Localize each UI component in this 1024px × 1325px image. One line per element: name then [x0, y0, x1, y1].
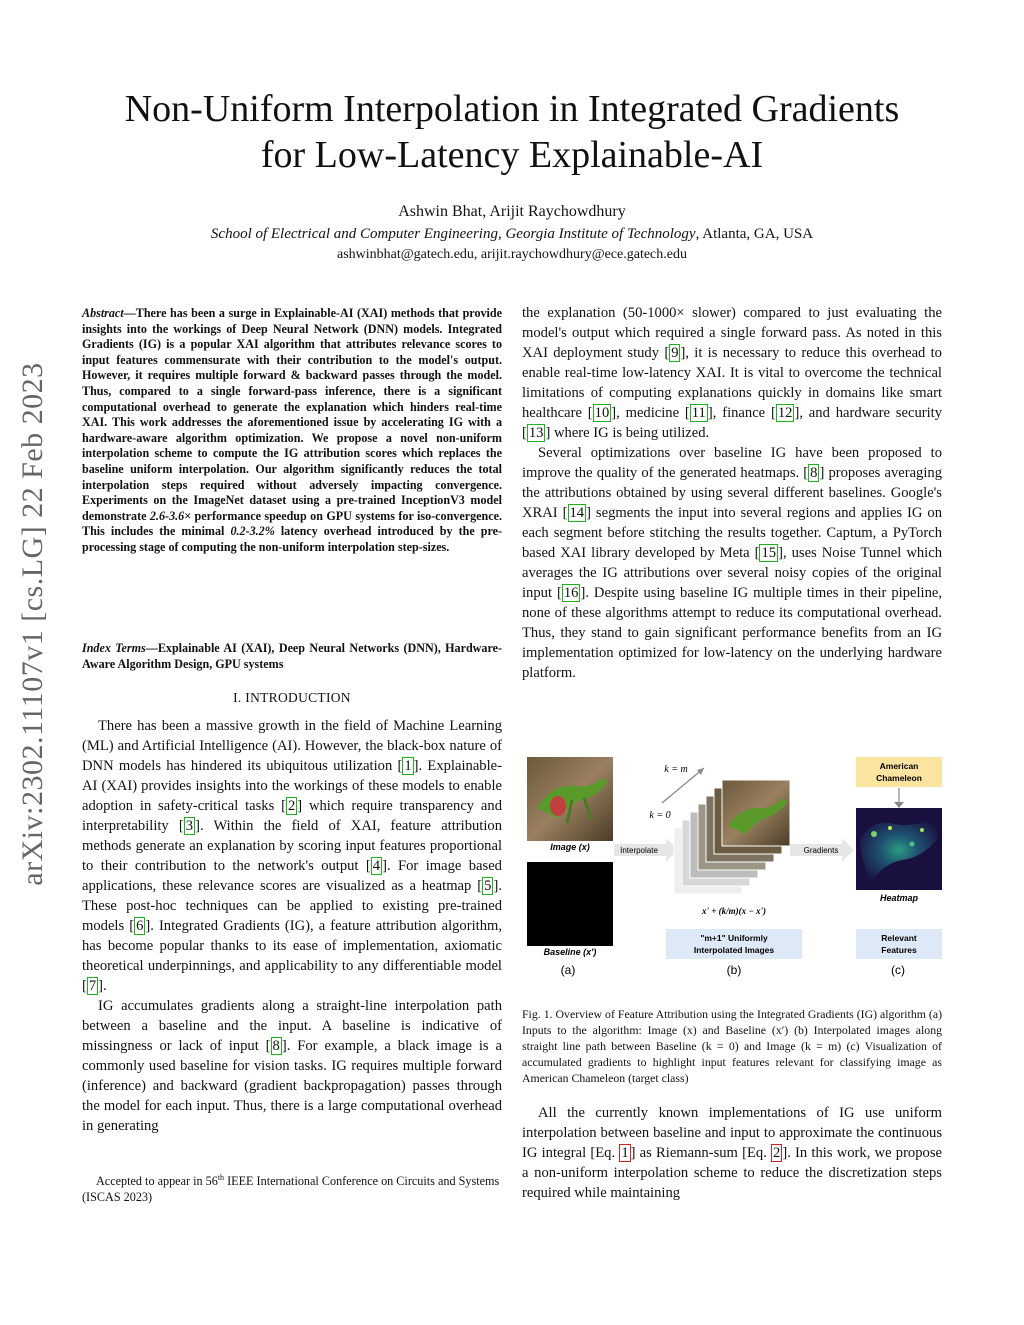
right-paragraph-1: the explanation (50-1000× slower) compared to just evaluating the model's output which required a single forward pass. As noted in this XAI deployment study [ 9 ], it is necessary to reduce this overhead to enable real-time low-latency XAI. It is vital to overcome the technical limitations of computing explanations quickly in domains like smart healthcare [ 10 ], medicine [ 11 ], finance [ 12 ], and hardware security [ 13 ] where IG is being utilized.: [522, 305, 943, 441]
affiliation-place: , Atlanta, GA, USA: [695, 226, 814, 242]
subfigure-a-label: (a): [560, 963, 576, 977]
citation-link[interactable]: 8: [810, 465, 818, 481]
citation-link[interactable]: 14: [569, 505, 585, 521]
affiliation-institute: Georgia Institute of Technology: [505, 226, 696, 242]
section-heading: I. INTRODUCTION: [233, 690, 351, 705]
image-label: Image (x): [550, 842, 590, 852]
citation-link[interactable]: 6: [136, 918, 144, 934]
abstract-label: Abstract: [82, 306, 124, 320]
interpolated-box-line-2: Interpolated Images: [693, 945, 775, 955]
right-paragraph-2: Several optimizations over baseline IG have been proposed to improve the quality of the generated heatmaps. [ 8 ] proposes averaging the attributions obtained by using several different baselines. Google's XRAI [ 14 ] segments the input into several regions and applies IG on each segment before stitching the results together. Captum, a PyTorch based XAI library developed by Meta [ 15 ], uses Noise Tunnel which averages the IG attributions over several noisy copies of the original input [ 16 ]. Despite using baseline IG multiple times in their pipeline, none of these algorithms attempt to reduce its computational overhead. Thus, they stand to gain significant performance benefits from an IG implementation optimized for low-latency on the underlying hardware platform.: [522, 445, 942, 681]
footnote: Accepted to appear in 56th IEEE International Conference on Circuits and Systems (ISCAS 2023): [82, 1173, 500, 1205]
baseline-image: [527, 862, 613, 946]
figure-caption: Fig. 1. Overview of Feature Attribution using the Integrated Gradients (IG) algorithm (a) Inputs to the algorithm: Image (x) and Baseline (x′) (b) Interpolated images along straight line path between Baseline (k = 0) and Image (k = m) (c) Visualization of accumulated gradients to highlight input features relevant for classifying image as American Chameleon (target class): [522, 1007, 942, 1085]
citation-link[interactable]: 8: [272, 1038, 280, 1054]
heatmap-image: [856, 808, 942, 890]
equation-link[interactable]: 1: [621, 1145, 629, 1161]
equation-link[interactable]: 2: [773, 1145, 781, 1161]
citation-link[interactable]: 11: [691, 405, 706, 421]
k-equals-m-label: k = m: [664, 764, 688, 775]
class-arrow: [894, 802, 904, 808]
arxiv-identifier: arXiv:2302.11107v1 [cs.LG] 22 Feb 2023: [16, 362, 49, 886]
interpolated-image-stack: [674, 780, 790, 894]
subfigure-c-label: (c): [891, 963, 905, 977]
affiliation: School of Electrical and Computer Engineering, Georgia Institute of Technology, Atlanta, GA, USA: [210, 226, 814, 242]
class-label-line-2: Chameleon: [876, 773, 922, 783]
citation-link[interactable]: 4: [372, 858, 381, 874]
citation-link[interactable]: 3: [185, 818, 194, 834]
subfigure-b-label: (b): [726, 963, 742, 977]
class-label-line-1: American: [879, 761, 919, 771]
citation-link[interactable]: 2: [287, 798, 296, 814]
title-line-2: for Low-Latency Explainable-AI: [260, 134, 764, 176]
relevant-features-line-1: Relevant: [881, 933, 917, 943]
k-equals-zero-label: k = 0: [649, 810, 671, 821]
abstract: Abstract—There has been a surge in Explainable-AI (XAI) methods that provide insights into the workings of Deep Neural Network (DNN) models. Integrated Gradients (IG) is a popular XAI algorithm that attributes relevance scores to input features commensurate with their contribution to the model's output. However, it requires multiple forward & backward passes through the model. Thus, compared to a single forward-pass inference, there is a significant computational overhead to generate the explanation which hinders real-time XAI. This work addresses the aforementioned issue by accelerating IG with a hardware-aware algorithm optimization. We propose a novel non-uniform interpolation scheme to compute the IG attribution scores which replaces the baseline uniform interpolation. Our algorithm significantly reduces the total interpolation steps required without adversely impacting convergence. Experiments on the ImageNet dataset using a pre-trained InceptionV3 model demonstrate 2.6-3.6× performance speedup on GPU systems for iso-convergence. This includes the minimal 0.2-3.2% latency overhead introduced by the pre-processing stage of computing the non-uniform interpolation step-sizes.: [82, 306, 503, 554]
figure-ig-overview: [522, 748, 942, 988]
baseline-label: Baseline (x'): [543, 947, 597, 957]
affiliation-school: School of Electrical and Computer Engineering: [210, 226, 498, 242]
input-image: [527, 757, 613, 841]
index-terms-label: Index Terms: [82, 641, 146, 655]
intro-paragraph-2: IG accumulates gradients along a straight-line interpolation path between a baseline and the input. A baseline is indicative of missingness or lack of input [ 8 ]. For example, a black image is a commonly used baseline for vision tasks. IG requires multiple forward (inference) and backward (gradient backpropagation) passes through the model for each input. Thus, there is a large computational overhead in generating: [82, 998, 502, 1134]
citation-link[interactable]: 5: [484, 878, 492, 894]
interpolate-label: Interpolate: [620, 846, 658, 855]
right-column-text: [522, 303, 942, 683]
citation-link[interactable]: 12: [777, 405, 793, 421]
gradients-label: Gradients: [803, 846, 839, 855]
interpolation-formula: x' + (k/m)(x − x'): [701, 906, 767, 916]
index-terms: Index Terms—Explainable AI (XAI), Deep Neural Networks (DNN), Hardware-Aware Algorithm Design, GPU systems: [82, 641, 502, 671]
citation-link[interactable]: 16: [563, 585, 579, 601]
author-emails: ashwinbhat@gatech.edu, arijit.raychowdhury@ece.gatech.edu: [337, 247, 687, 262]
relevant-features-line-2: Features: [881, 945, 917, 955]
citation-link[interactable]: 10: [594, 405, 610, 421]
citation-link[interactable]: 1: [404, 758, 412, 774]
paper-title: [60, 86, 964, 178]
introduction-text: [82, 716, 502, 1136]
right-paragraph-3: All the currently known implementations of IG use uniform interpolation between baseline and input to approximate the continuous IG integral [Eq. 1 ] as Riemann-sum [Eq. 2 ]. In this work, we propose a non-uniform interpolation scheme to reduce the discretization steps required while maintaining: [522, 1105, 942, 1201]
intro-paragraph-1: There has been a massive growth in the field of Machine Learning (ML) and Artificial Intelligence (AI). However, the black-box nature of DNN models has hindered its ubiquitous utilization [ 1 ]. Explainable-AI (XAI) provides insights into the workings of these models to enable adoption in safety-critical tasks [ 2 ] which require transparency and interpretability [ 3 ]. Within the field of XAI, feature attribution methods generate an explanation by scoring input features proportional to their contribution to the network's output [ 4 ]. For image based applications, these relevance scores are visualized as a heatmap [ 5 ]. These post-hoc techniques can be applied to existing pre-trained models [ 6 ]. Integrated Gradients (IG), a feature attribution algorithm, has become popular thanks to its ease of implementation, axiomatic theoretical underpinnings, and applicability to any differentiable model [ 7 ].: [82, 718, 502, 994]
heatmap-label: Heatmap: [879, 893, 919, 903]
citation-link[interactable]: 7: [88, 978, 97, 994]
citation-link[interactable]: 13: [528, 425, 544, 441]
authors: Ashwin Bhat, Arijit Raychowdhury: [398, 203, 626, 220]
citation-link[interactable]: 15: [761, 545, 777, 561]
title-line-1: Non-Uniform Interpolation in Integrated Gradients: [124, 88, 900, 130]
interpolated-box-line-1: "m+1" Uniformly: [700, 933, 768, 943]
citation-link[interactable]: 9: [671, 345, 679, 361]
right-column-bottom-text: [522, 1103, 942, 1203]
